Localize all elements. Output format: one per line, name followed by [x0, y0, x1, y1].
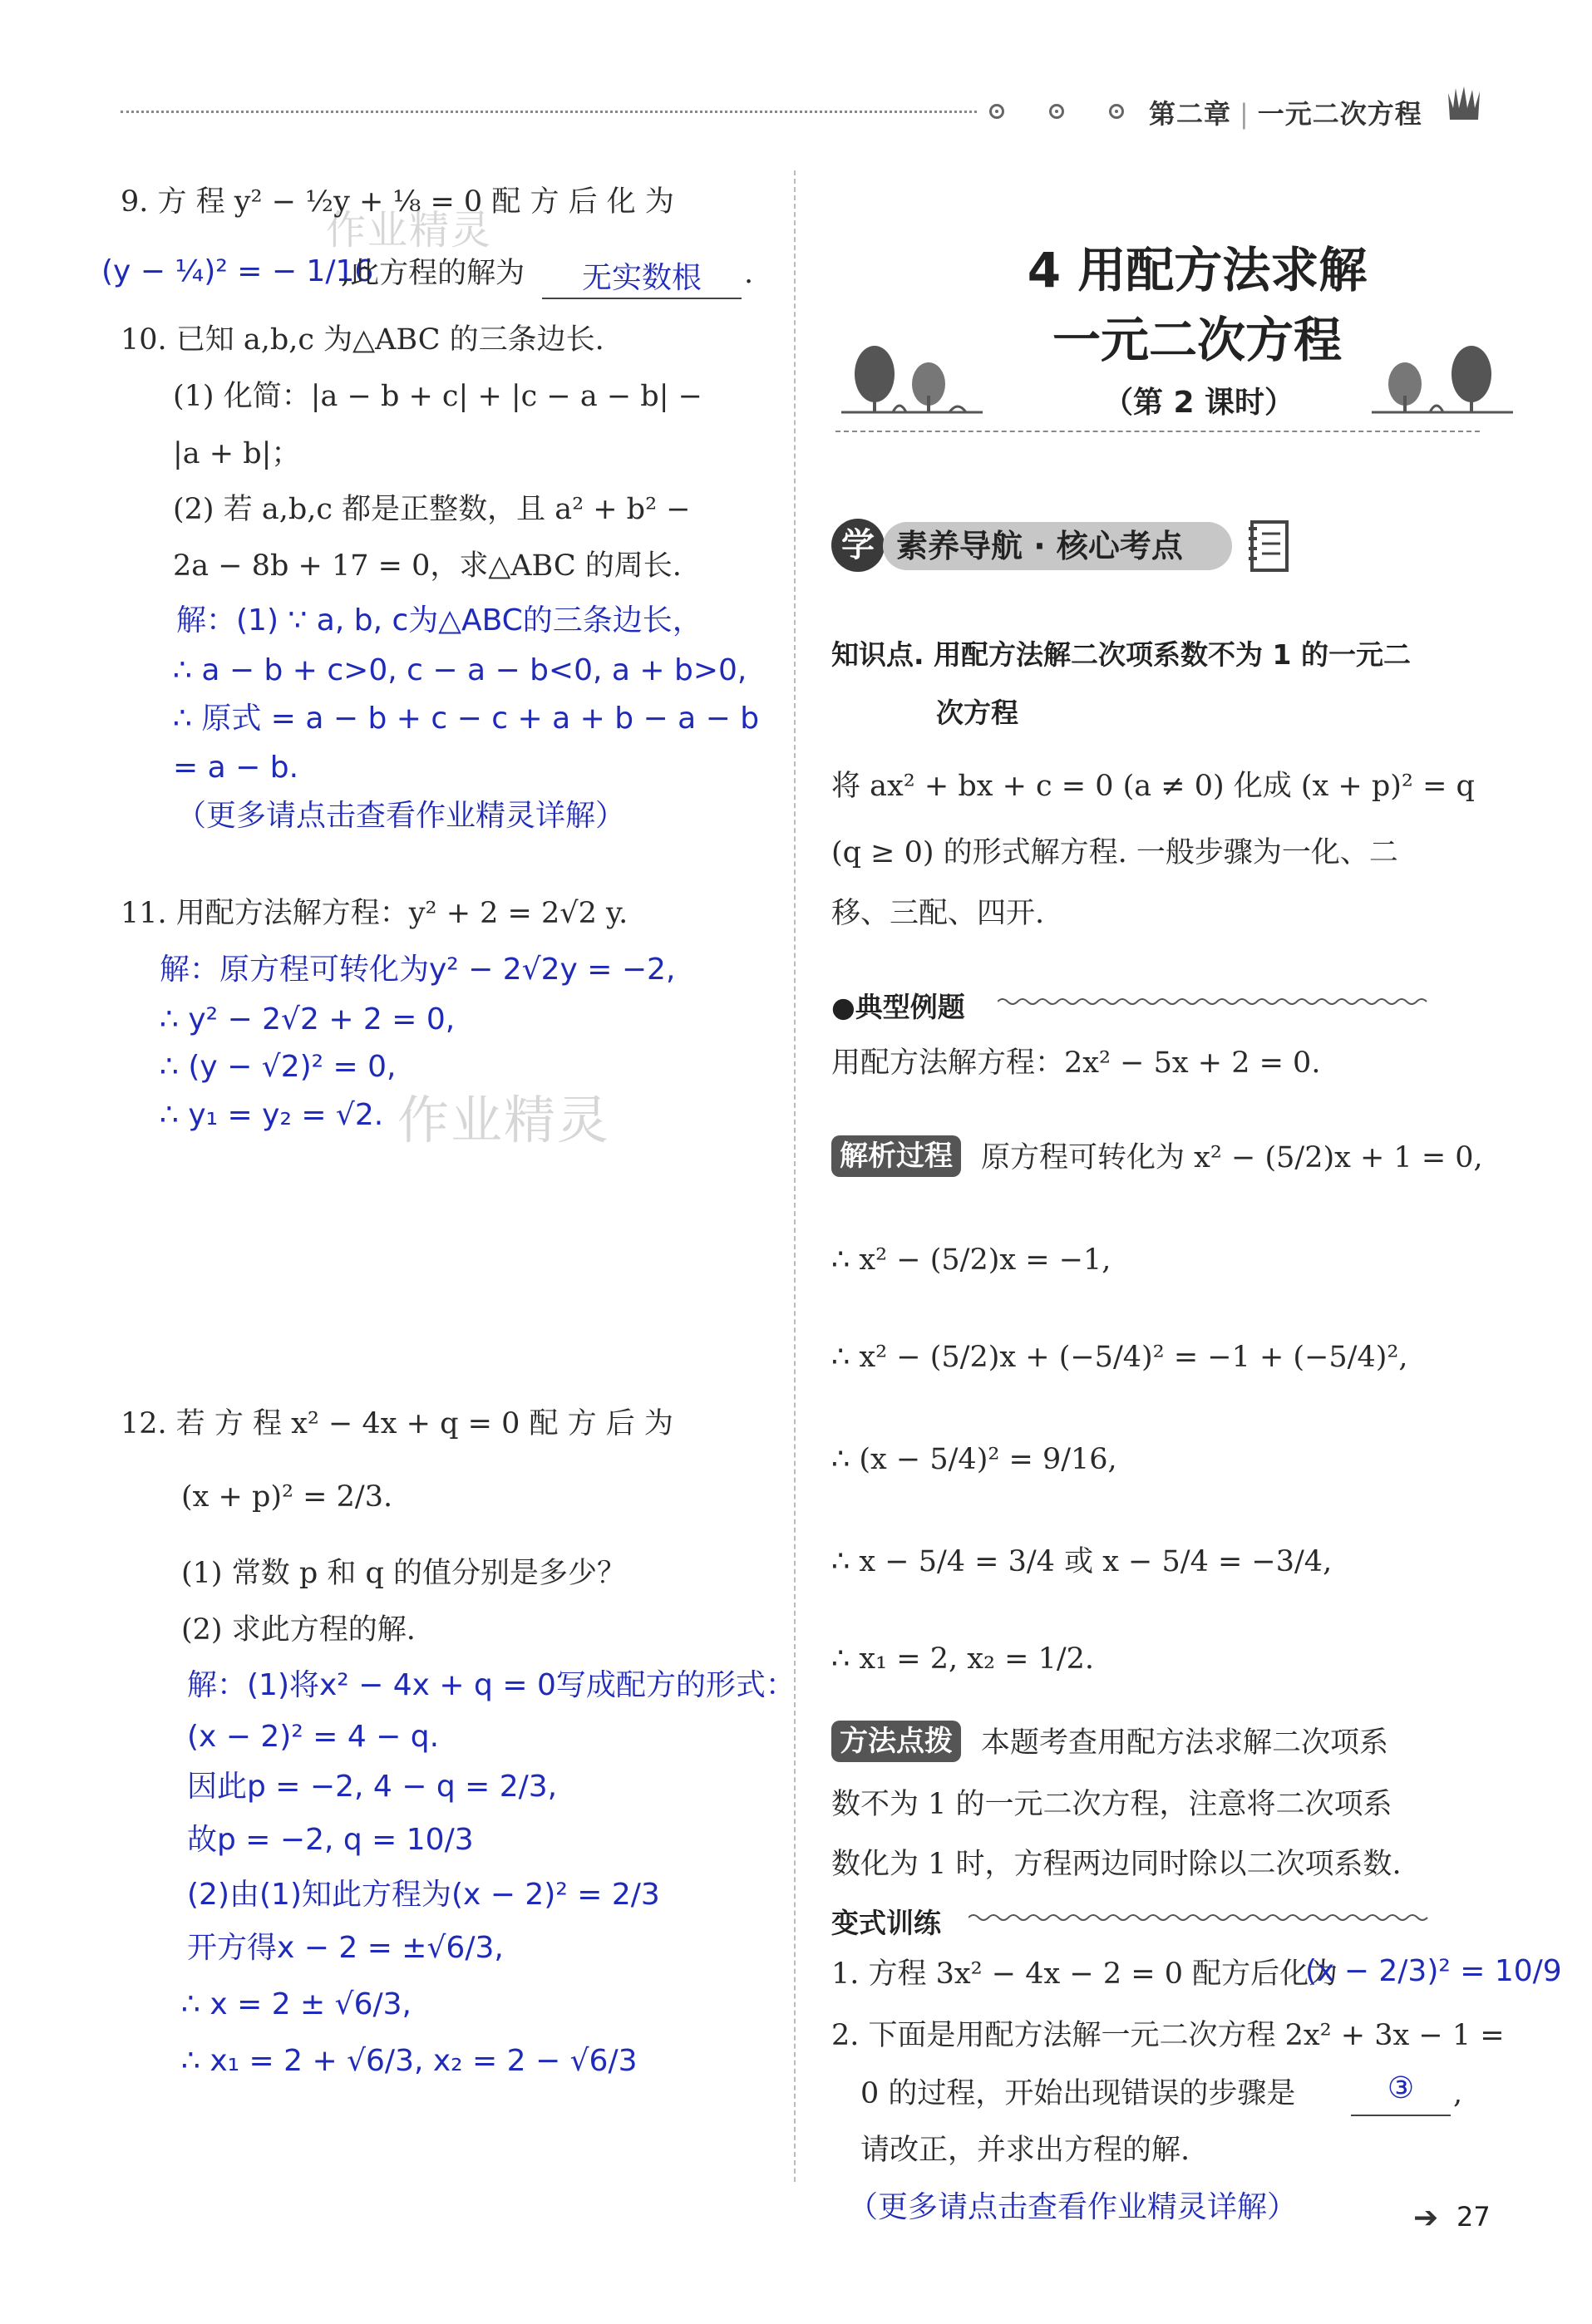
- q12-solution-line: (x − 2)² = 4 − q.: [187, 1720, 440, 1754]
- kp-body-line: 移、三配、四开.: [831, 897, 1045, 930]
- method-text-line: 本题考查用配方法求解二次项系: [981, 1726, 1389, 1760]
- example-label: ●典型例题: [831, 991, 965, 1023]
- header-dot-icon: [1109, 104, 1124, 119]
- header-dot-icon: [1049, 104, 1064, 119]
- q9-period: .: [744, 257, 754, 290]
- q9-stem-cont: ,此方程的解为: [341, 257, 525, 290]
- q12-part1: (1) 常数 p 和 q 的值分别是多少？: [181, 1557, 627, 1590]
- variant-2-comma: ,: [1453, 2077, 1463, 2110]
- header-dot-icon: [989, 104, 1004, 119]
- q11-solution-line: ∴ y² − 2√2 + 2 = 0,: [160, 1002, 456, 1036]
- analysis-step: ∴ x² − (5/2)x = −1,: [831, 1243, 1111, 1277]
- q12-solution-line: ∴ x = 2 ± √6/3,: [181, 1987, 412, 2021]
- more-details-link[interactable]: （更多请点击查看作业精灵详解）: [848, 2190, 1298, 2224]
- grass-icon: [1445, 83, 1483, 121]
- trees-icon: [841, 341, 983, 416]
- title-rule: [835, 431, 1480, 432]
- watermark: 作业精灵: [326, 207, 493, 254]
- analysis-step: ∴ x₁ = 2, x₂ = 1/2.: [831, 1642, 1095, 1676]
- section-title: 素养导航 · 核心考点: [883, 522, 1232, 570]
- analysis-tag: 解析过程: [831, 1135, 961, 1177]
- wavy-divider: [998, 996, 1430, 1007]
- q12-stem-cont: (x + p)² = 2/3.: [181, 1480, 393, 1514]
- q10-part2: (2) 若 a,b,c 都是正整数，且 a² + b² −: [173, 493, 691, 526]
- q10-solution-line: ∴ a − b + c>0, c − a − b<0, a + b>0,: [173, 653, 747, 687]
- variant-1: 1. 方程 3x² − 4x − 2 = 0 配方后化为: [831, 1957, 1338, 1991]
- kp-body-line: (q ≥ 0) 的形式解方程. 一般步骤为一化、二: [831, 836, 1398, 869]
- q10-solution-line: ∴ 原式 = a − b + c − c + a + b − a − b: [173, 702, 760, 736]
- more-details-link[interactable]: （更多请点击查看作业精灵详解）: [176, 799, 626, 833]
- variant-label: 变式训练: [831, 1907, 941, 1939]
- kp-body-line: 将 ax² + bx + c = 0 (a ≠ 0) 化成 (x + p)² = q: [831, 770, 1475, 803]
- knowledge-point-cont: 次方程: [936, 697, 1018, 729]
- wavy-divider: [969, 1912, 1434, 1923]
- page-number: 27: [1456, 2201, 1491, 2233]
- q9-stem: 9. 方 程 y² − ½y + ⅛ = 0 配 方 后 化 为: [121, 185, 674, 219]
- analysis-step: ∴ x − 5/4 = 3/4 或 x − 5/4 = −3/4,: [831, 1545, 1333, 1578]
- lesson-title-line1: 4 用配方法求解: [1027, 242, 1368, 298]
- notebook-icon: [1245, 517, 1292, 575]
- q9-blank: [542, 298, 742, 299]
- analysis-step: 原方程可转化为 x² − (5/2)x + 1 = 0,: [981, 1141, 1483, 1174]
- analysis-step: ∴ (x − 5/4)² = 9/16,: [831, 1443, 1117, 1476]
- q9-handwritten-answer: (y − ¼)² = − 1/16: [101, 254, 374, 288]
- q12-solution-line: (2)由(1)知此方程为(x − 2)² = 2/3: [187, 1878, 660, 1912]
- arrow-right-icon: ➔: [1413, 2201, 1439, 2235]
- lesson-period: （第 2 课时）: [1102, 386, 1295, 420]
- q9-answer: 无实数根: [581, 261, 702, 295]
- q12-solution-line: ∴ x₁ = 2 + √6/3, x₂ = 2 − √6/3: [181, 2044, 638, 2078]
- example-question: 用配方法解方程：2x² − 5x + 2 = 0.: [831, 1046, 1321, 1080]
- column-divider: [794, 170, 796, 2182]
- method-text-line: 数不为 1 的一元二次方程，注意将二次项系: [831, 1788, 1392, 1821]
- q12-solution-line: 解：(1)将x² − 4x + q = 0写成配方的形式：: [187, 1668, 796, 1702]
- q12-solution-line: 因此p = −2, 4 − q = 2/3,: [187, 1770, 558, 1804]
- q10-part1-cont: |a + b|；: [173, 437, 301, 470]
- q10-part2-cont: 2a − 8b + 17 = 0，求△ABC 的周长.: [173, 549, 682, 583]
- variant-2-answer: ③: [1387, 2071, 1415, 2105]
- q11-solution-line: 解：原方程可转化为y² − 2√2y = −2,: [160, 953, 676, 987]
- q10-part1: (1) 化简：|a − b + c| + |c − a − b| −: [173, 380, 702, 413]
- variant-2-instruction: 请改正，并求出方程的解.: [860, 2134, 1190, 2167]
- q12-solution-line: 故p = −2, q = 10/3: [187, 1823, 474, 1857]
- q10-solution-line: 解：(1) ∵ a, b, c为△ABC的三条边长，: [176, 603, 702, 638]
- analysis-step: ∴ x² − (5/2)x + (−5/4)² = −1 + (−5/4)²,: [831, 1341, 1408, 1374]
- q12-part2: (2) 求此方程的解.: [181, 1613, 416, 1647]
- q11-stem: 11. 用配方法解方程：y² + 2 = 2√2 y.: [121, 897, 628, 930]
- lesson-title-line2: 一元二次方程: [1052, 312, 1342, 368]
- method-tag: 方法点拨: [831, 1721, 961, 1762]
- variant-1-answer: (x − 2/3)² = 10/9: [1305, 1954, 1562, 1988]
- trees-icon: [1372, 341, 1513, 416]
- variant-2: 2. 下面是用配方法解一元二次方程 2x² + 3x − 1 =: [831, 2019, 1505, 2052]
- chapter-number: 第二章: [1149, 98, 1232, 130]
- method-text-line: 数化为 1 时，方程两边同时除以二次项系数.: [831, 1848, 1402, 1881]
- q10-stem: 10. 已知 a,b,c 为△ABC 的三条边长.: [121, 323, 604, 357]
- watermark: 作业精灵: [397, 1090, 611, 1150]
- q12-solution-line: 开方得x − 2 = ±√6/3,: [187, 1931, 504, 1965]
- q11-solution-line: ∴ (y − √2)² = 0,: [160, 1050, 397, 1084]
- variant-2-blank: [1351, 2115, 1451, 2116]
- chapter-title: 一元二次方程: [1257, 98, 1422, 130]
- chapter-header: 第二章 | 一元二次方程: [1149, 98, 1422, 130]
- section-badge: 学: [831, 519, 885, 572]
- knowledge-point: 知识点. 用配方法解二次项系数不为 1 的一元二: [831, 638, 1411, 671]
- q10-solution-line: = a − b.: [173, 751, 299, 785]
- variant-2-cont: 0 的过程，开始出现错误的步骤是: [860, 2077, 1296, 2110]
- q11-solution-line: ∴ y₁ = y₂ = √2.: [160, 1098, 384, 1132]
- q12-stem: 12. 若 方 程 x² − 4x + q = 0 配 方 后 为: [121, 1407, 673, 1440]
- header-rule: [121, 111, 977, 113]
